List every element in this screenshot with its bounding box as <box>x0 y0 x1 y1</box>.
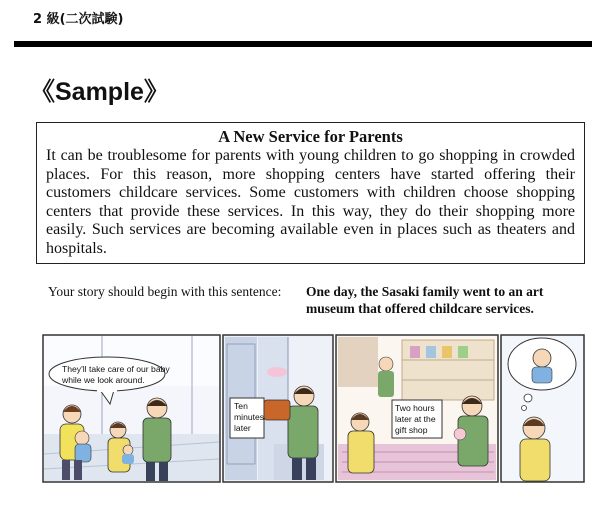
caption-2 <box>392 400 442 438</box>
caption-1-line-2: minutes <box>234 412 265 422</box>
comic-panel-3 <box>336 335 498 482</box>
passage-title: A New Service for Parents <box>218 127 403 146</box>
shop-clerk-figure <box>378 357 394 397</box>
comic-strip <box>42 334 585 484</box>
caption-2-line-1: Two hours <box>395 403 435 413</box>
passage-box <box>36 122 585 264</box>
header-rule <box>14 41 592 47</box>
caption-2-line-2: later at the <box>395 414 436 424</box>
caption-1-line-3: later <box>234 423 251 433</box>
prompt-sentence: One day, the Sasaki family went to an art museum that offered childcare services. <box>306 284 544 316</box>
bubble-line-2: while we look around. <box>62 375 145 385</box>
caption-2-line-3: gift shop <box>395 425 428 435</box>
comic-panel-1 <box>43 335 220 482</box>
prompt-lead: Your story should begin with this sentence: <box>48 284 282 299</box>
caption-1-line-1: Ten <box>234 401 248 411</box>
caption-1 <box>230 398 264 438</box>
comic-panel-4 <box>501 335 584 482</box>
passage-body: It can be troublesome for parents with young children to go shopping in crowded places. For this reason, more shopping centers have started offering their customers childcare services. Some customers with children choose shopping centers that provide these services. In this way, they do their shopping more easily. Such services are becoming available even in places such as theaters and hospitals. <box>46 147 575 257</box>
bubble-line-1: They'll take care of our baby <box>62 364 170 374</box>
comic-panel-2 <box>223 335 333 482</box>
sample-heading: 《Sample》 <box>30 78 169 106</box>
grade-label: 2 級(二次試験) <box>33 12 124 27</box>
